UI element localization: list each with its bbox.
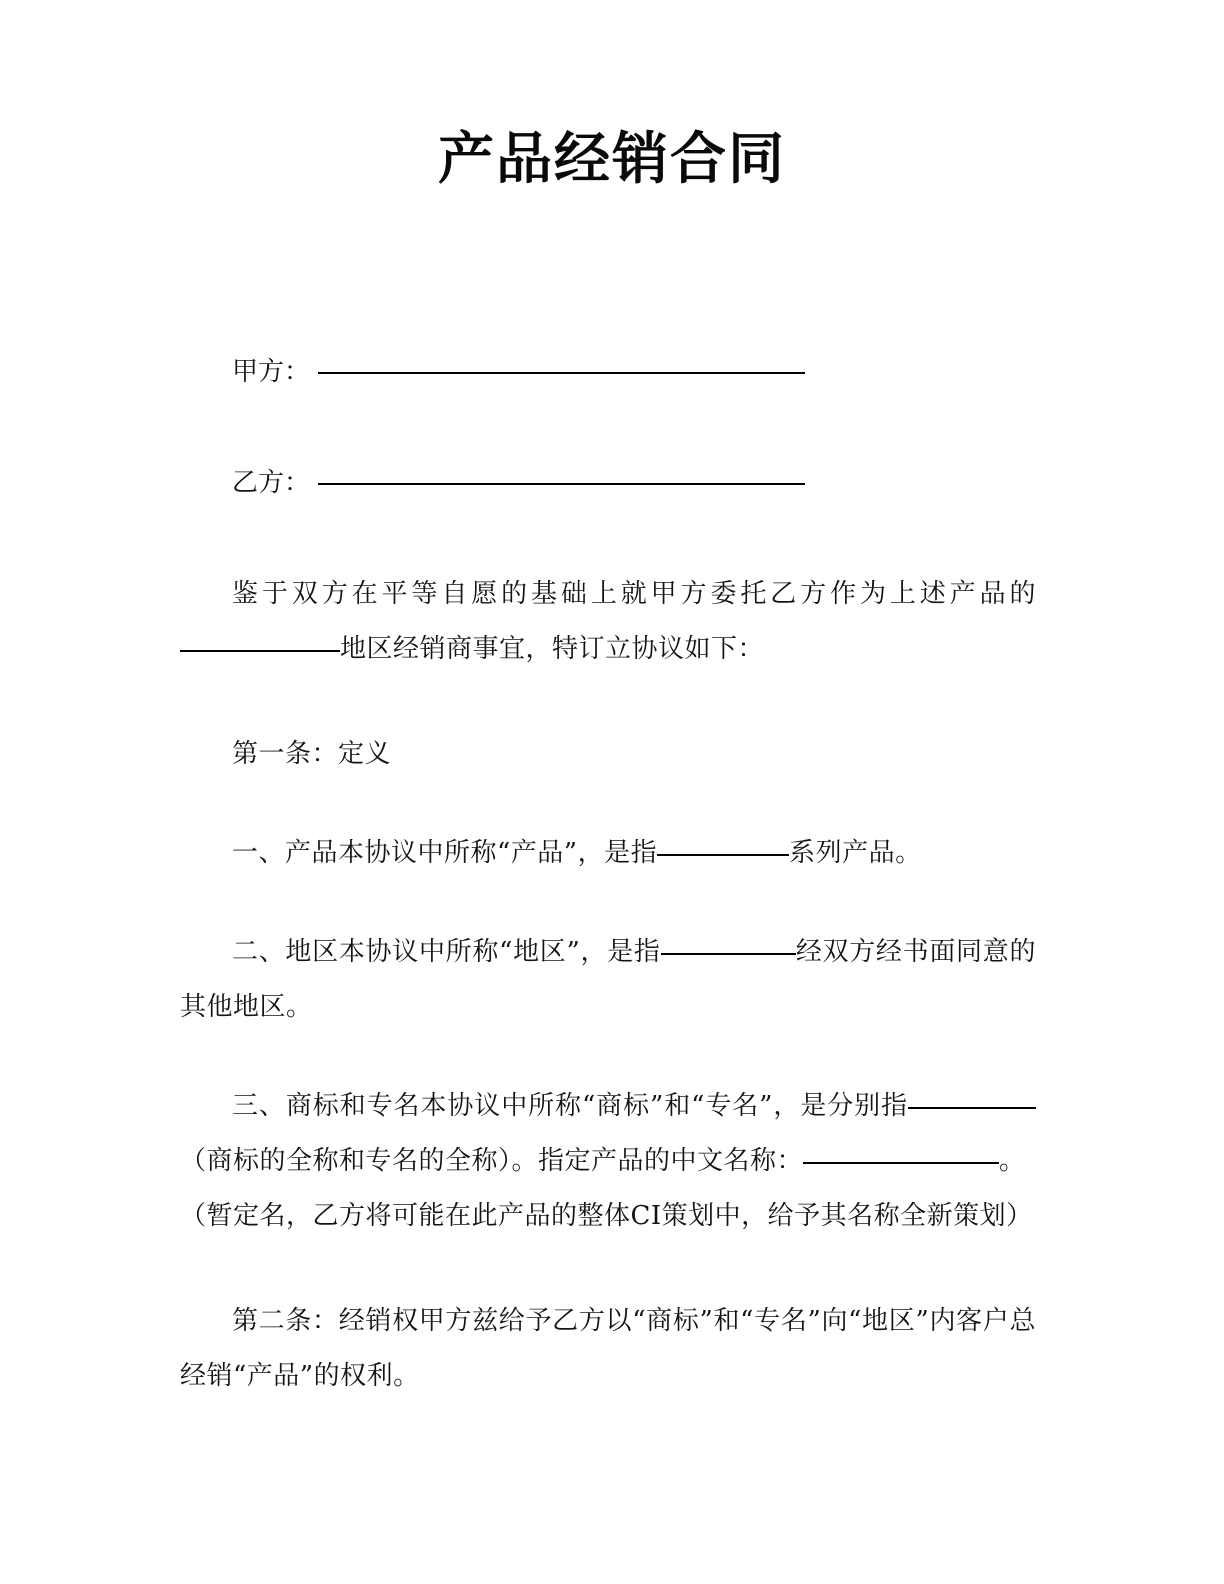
item-3-note-text: （暂定名，乙方将可能在此产品的整体CI策划中，给予其名称全新策划） xyxy=(180,1201,1033,1231)
party-a-row xyxy=(180,345,1036,400)
party-b-input-rule[interactable] xyxy=(318,483,805,485)
spacer xyxy=(180,881,1036,925)
item-1-text-before: 产品本协议中所称“产品”，是指 xyxy=(285,838,658,868)
spacer xyxy=(180,782,1036,826)
item-3-text-tail: 。 xyxy=(999,1146,1026,1176)
preamble-text-after: 地区经销商事宜，特订立协议如下： xyxy=(340,634,765,664)
item-3-text-before: 商标和专名本协议中所称“商标”和“专名”，是分别指 xyxy=(285,1091,908,1121)
item-2-text-after: 经双方经书面同意的其他地区。 xyxy=(180,937,1036,1022)
item-1-number: 一、 xyxy=(232,838,286,868)
party-a-label: 甲方： xyxy=(232,357,311,387)
article-2-text: 第二条：经销权甲方兹给予乙方以“商标”和“专名”向“地区”内客户总经销“产品”的权利。 xyxy=(180,1306,1036,1391)
spacer xyxy=(180,677,1036,727)
item-1-text-after: 系列产品。 xyxy=(789,838,922,868)
item-3-number: 三、 xyxy=(232,1091,286,1121)
spacer xyxy=(180,1035,1036,1079)
item-1-product-blank[interactable] xyxy=(657,854,789,856)
item-3-chinese-name-blank[interactable] xyxy=(803,1162,999,1164)
page-title: 产品经销合同 xyxy=(438,127,786,192)
article-1-heading-text: 第一条：定义 xyxy=(232,739,392,769)
preamble-text-before: 鉴于双方在平等自愿的基础上就甲方委托乙方作为上述产品的 xyxy=(232,579,1036,609)
party-b-label: 乙方： xyxy=(232,468,311,498)
article-1-item-1 xyxy=(180,826,1036,881)
article-1-heading xyxy=(180,727,1036,782)
preamble-paragraph xyxy=(180,567,1036,677)
document-body xyxy=(180,345,1036,1404)
party-a-input-rule[interactable] xyxy=(318,372,805,374)
item-3-trademark-blank[interactable] xyxy=(908,1107,1036,1109)
item-3-text-after: （商标的全称和专名的全称）。指定产品的中文名称： xyxy=(180,1146,804,1176)
item-2-text-before: 地区本协议中所称“地区”，是指 xyxy=(285,937,661,967)
item-2-region-blank[interactable] xyxy=(661,953,796,955)
article-1-item-3-note xyxy=(180,1189,1036,1244)
article-1-item-3 xyxy=(180,1079,1036,1189)
article-2-paragraph xyxy=(180,1294,1036,1404)
item-2-number: 二、 xyxy=(232,937,286,967)
spacer xyxy=(180,400,1036,456)
article-1-item-2 xyxy=(180,925,1036,1035)
preamble-region-blank[interactable] xyxy=(180,650,340,652)
party-b-row xyxy=(180,456,1036,511)
spacer xyxy=(180,1244,1036,1294)
spacer xyxy=(180,511,1036,567)
